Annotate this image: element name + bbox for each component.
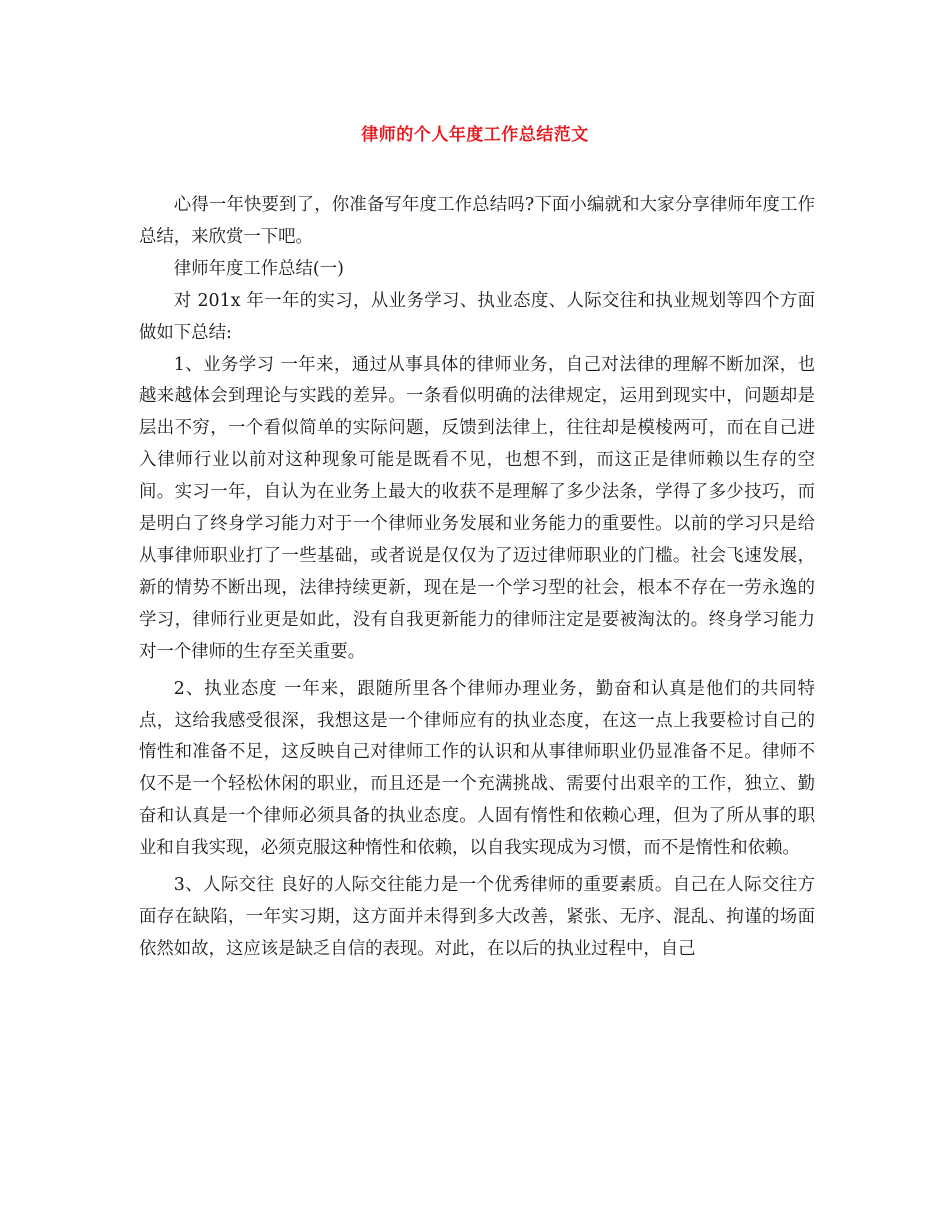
interpersonal-paragraph: 3、人际交往 良好的人际交往能力是一个优秀律师的重要素质。自己在人际交往方面存在缺陷，一年实习期，这方面并未得到多大改善，紧张、无序、混乱、拘谨的场面依然如故，这应该是缺乏自信的表现。对此，在以后的执业过程中，自己 [139,875,815,959]
section-heading: 律师年度工作总结(一) [173,258,344,279]
practice-attitude-paragraph: 2、执业态度 一年来，跟随所里各个律师办理业务，勤奋和认真是他们的共同特点，这给我感受很深，我想这是一个律师应有的执业态度，在这一点上我要检讨自己的惰性和准备不足，这反映自己对律师工作的认识和从事律师职业仍显准备不足。律师不仅不是一个轻松休闲的职业，而且还是一个充满挑战、需要付出艰辛的工作，独立、勤奋和认真是一个律师必须具备的执业态度。人固有惰性和依赖心理，但为了所从事的职业和自我实现，必须克服这种惰性和依赖，以自我实现成为习惯，而不是惰性和依赖。 [139,678,815,859]
document-title: 律师的个人年度工作总结范文 [361,125,589,145]
business-study-paragraph: 1、业务学习 一年来，通过从事具体的律师业务，自己对法律的理解不断加深，也越来越体会到理论与实践的差异。一条看似明确的法律规定，运用到现实中，问题却是层出不穷，一个看似简单的实际问题，反馈到法律上，往往却是模棱两可，而在自己进入律师行业以前对这种现象可能是既看不见，也想不到，而这正是律师赖以生存的空间。实习一年，自认为在业务上最大的收获不是理解了多少法条，学得了多少技巧，而是明白了终身学习能力对于一个律师业务发展和业务能力的重要性。以前的学习只是给从事律师职业打了一些基础，或者说是仅仅为了迈过律师职业的门槛。社会飞速发展，新的情势不断出现，法律持续更新，现在是一个学习型的社会，根本不存在一劳永逸的学习，律师行业更是如此，没有自我更新能力的律师注定是要被淘汰的。终身学习能力对一个律师的生存至关重要。 [139,354,815,662]
overview-paragraph: 对 201x 年一年的实习，从业务学习、执业态度、人际交往和执业规划等四个方面做如下总结: [139,290,815,343]
document-body [139,190,815,966]
intro-paragraph: 心得一年快要到了，你准备写年度工作总结吗?下面小编就和大家分享律师年度工作总结，来欣赏一下吧。 [139,195,815,247]
